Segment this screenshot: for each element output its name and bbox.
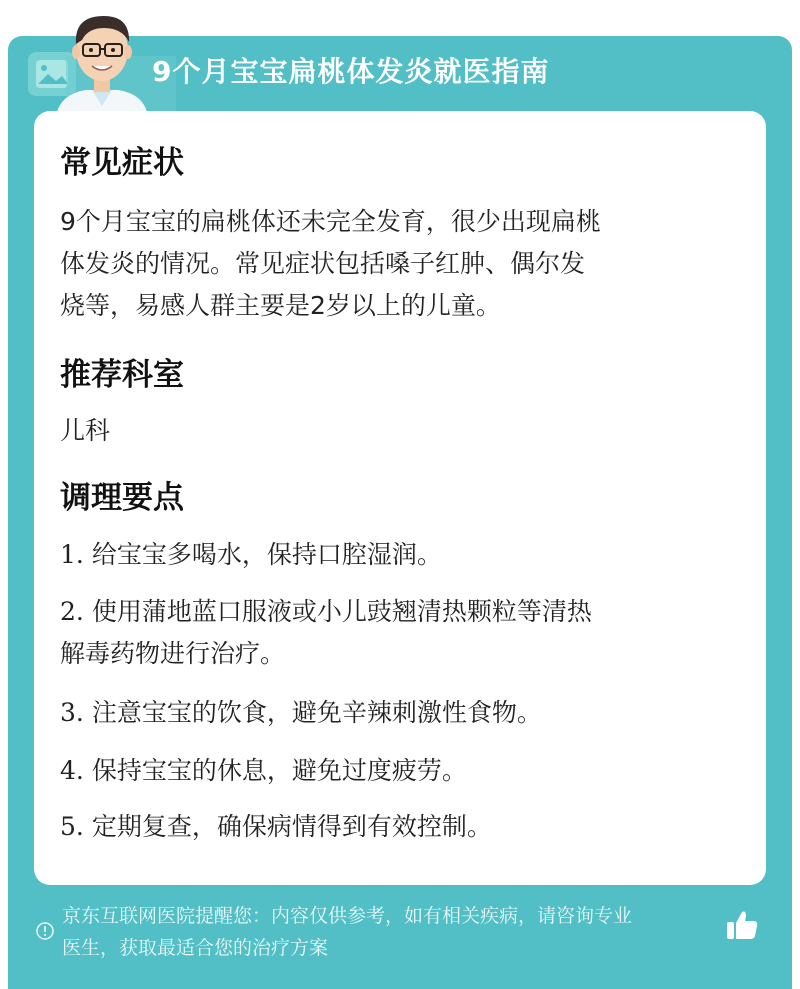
list-item [60, 806, 750, 848]
list-item [60, 591, 750, 675]
footer-line: 京东互联网医院提醒您：内容仅供参考，如有相关疾病，请咨询专业 [62, 905, 633, 927]
list-number: 3. [60, 698, 84, 727]
list-item [60, 750, 750, 792]
section-title-care: 调理要点 [60, 480, 184, 516]
symptoms-line: 9个月宝宝的扁桃体还未完全发育，很少出现扁桃 [60, 207, 601, 236]
list-text: 定期复查，确保病情得到有效控制。 [91, 812, 492, 841]
symptoms-text [60, 201, 750, 327]
page-title: 9个月宝宝扁桃体发炎就医指南 [152, 55, 550, 88]
list-item [60, 692, 750, 734]
list-text: 保持宝宝的休息，避免过度疲劳。 [91, 756, 467, 785]
list-item [60, 534, 750, 576]
section-title-department: 推荐科室 [60, 357, 184, 393]
symptoms-line: 体发炎的情况。常见症状包括嗓子红肿、偶尔发 [60, 249, 586, 278]
list-text: 给宝宝多喝水，保持口腔湿润。 [91, 540, 442, 569]
list-number: 1. [60, 540, 84, 569]
footer-line: 医生，获取最适合您的治疗方案 [62, 937, 329, 959]
content-panel [34, 111, 766, 885]
list-number: 2. [60, 597, 84, 626]
section-title-symptoms: 常见症状 [60, 145, 184, 181]
info-icon [36, 922, 54, 940]
list-text: 注意宝宝的饮食，避免辛辣刺激性食物。 [91, 698, 542, 727]
list-number: 5. [60, 812, 84, 841]
list-number: 4. [60, 756, 84, 785]
list-text: 解毒药物进行治疗。 [60, 639, 286, 668]
symptoms-line: 烧等，易感人群主要是2岁以上的儿童。 [60, 291, 501, 320]
thumbs-up-icon[interactable] [724, 906, 760, 942]
department-value: 儿科 [60, 416, 111, 445]
footer-notice [62, 900, 732, 964]
list-text: 使用蒲地蓝口服液或小儿豉翘清热颗粒等清热 [91, 597, 592, 626]
